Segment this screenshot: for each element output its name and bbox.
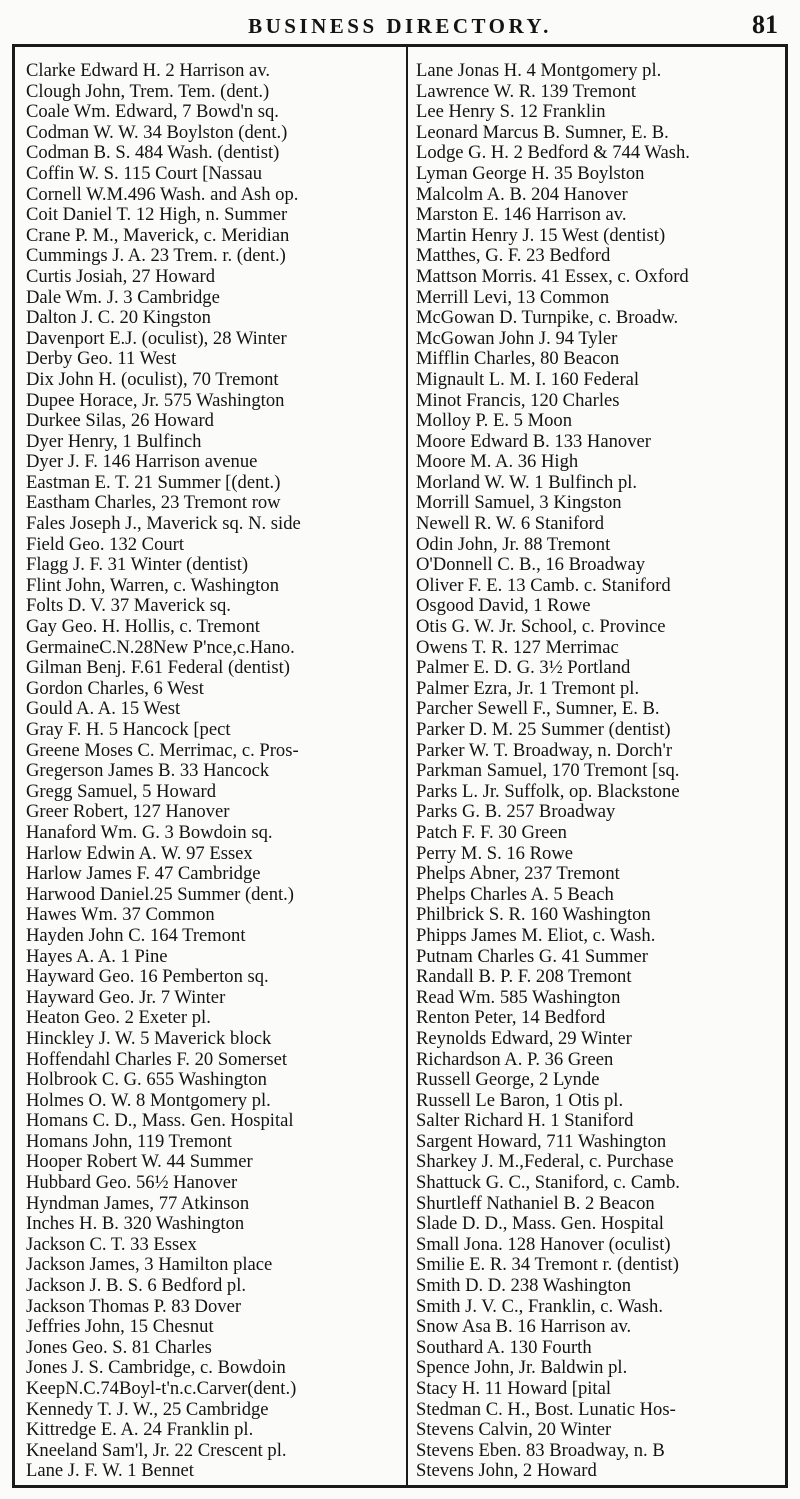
directory-entry: Perry M. S. 16 Rowe	[416, 843, 574, 864]
directory-entry: Malcolm A. B. 204 Hanover	[416, 184, 628, 205]
directory-entry: Greer Robert, 127 Hanover	[26, 802, 230, 823]
directory-entry: Dix John H. (oculist), 70 Tremont	[26, 369, 279, 390]
page-header-title: BUSINESS DIRECTORY.	[248, 14, 552, 38]
directory-entry: Coffin W. S. 115 Court [Nassau	[26, 163, 263, 184]
directory-entry: Fales Joseph J., Maverick sq. N. side	[26, 514, 301, 535]
right-column	[416, 61, 790, 1482]
directory-entry: Hyndman James, 77 Atkinson	[26, 1193, 250, 1214]
directory-entry: Patch F. F. 30 Green	[416, 822, 567, 843]
directory-entry: Flint John, Warren, c. Washington	[26, 575, 279, 596]
directory-entry: Jackson Thomas P. 83 Dover	[26, 1296, 242, 1317]
directory-entry: Osgood David, 1 Rowe	[416, 596, 591, 617]
directory-entry: Jones Geo. S. 81 Charles	[26, 1337, 212, 1358]
directory-entry: Hawes Wm. 37 Common	[26, 905, 215, 926]
directory-entry: Lodge G. H. 2 Bedford & 744 Wash.	[416, 143, 690, 164]
directory-entry: Hanaford Wm. G. 3 Bowdoin sq.	[26, 822, 273, 843]
directory-entry: Morrill Samuel, 3 Kingston	[416, 493, 622, 514]
directory-entry: Molloy P. E. 5 Moon	[416, 411, 573, 432]
directory-entry: Gregg Samuel, 5 Howard	[26, 781, 217, 802]
directory-entry: Harlow Edwin A. W. 97 Essex	[26, 843, 253, 864]
directory-entry: Field Geo. 132 Court	[26, 534, 185, 555]
directory-entry: Jackson J. B. S. 6 Bedford pl.	[26, 1276, 247, 1297]
directory-entry: Phelps Abner, 237 Tremont	[416, 864, 620, 885]
directory-entry: Codman W. W. 34 Boylston (dent.)	[26, 122, 288, 143]
directory-entry: Dalton J. C. 20 Kingston	[26, 308, 211, 329]
directory-entry: Philbrick S. R. 160 Washington	[416, 905, 651, 926]
directory-entry: Mattson Morris. 41 Essex, c. Oxford	[416, 266, 689, 287]
directory-entry: Crane P. M., Maverick, c. Meridian	[26, 225, 290, 246]
directory-entry: Mignault L. M. I. 160 Federal	[416, 369, 640, 390]
directory-entry: Slade D. D., Mass. Gen. Hospital	[416, 1214, 664, 1235]
directory-entry: Gray F. H. 5 Hancock [pect	[26, 720, 231, 740]
directory-entry: Parks L. Jr. Suffolk, op. Blackstone	[416, 781, 680, 802]
directory-entry: Parker W. T. Broadway, n. Dorch'r	[416, 740, 673, 761]
directory-entry: Renton Peter, 14 Bedford	[416, 1008, 606, 1029]
directory-entry: Kneeland Sam'l, Jr. 22 Crescent pl.	[26, 1440, 287, 1461]
directory-entry: Lawrence W. R. 139 Tremont	[416, 81, 637, 102]
directory-entry: Flagg J. F. 31 Winter (dentist)	[26, 555, 249, 576]
directory-entry: Durkee Silas, 26 Howard	[26, 411, 214, 432]
directory-entry: Richardson A. P. 36 Green	[416, 1049, 614, 1070]
directory-entry: Smith D. D. 238 Washington	[416, 1276, 632, 1297]
left-column	[26, 61, 398, 1482]
directory-entry: Hooper Robert W. 44 Summer	[26, 1152, 253, 1173]
directory-entry: Shurtleff Nathaniel B. 2 Beacon	[416, 1193, 655, 1214]
directory-entry: Hayward Geo. Jr. 7 Winter	[26, 987, 226, 1008]
directory-entry: Harlow James F. 47 Cambridge	[26, 864, 261, 885]
directory-entry: Stevens John, 2 Howard	[416, 1461, 597, 1482]
directory-entry: Snow Asa B. 16 Harrison av.	[416, 1317, 632, 1338]
directory-entry: Dyer J. F. 146 Harrison avenue	[26, 452, 258, 473]
directory-entry: Spence John, Jr. Baldwin pl.	[416, 1358, 628, 1379]
directory-entry: Lane J. F. W. 1 Bennet	[26, 1461, 194, 1482]
directory-entry: McGowan John J. 94 Tyler	[416, 328, 618, 349]
directory-entry: Merrill Levi, 13 Common	[416, 287, 610, 308]
directory-entry: Read Wm. 585 Washington	[416, 987, 621, 1008]
directory-entry: Moore Edward B. 133 Hanover	[416, 431, 651, 452]
directory-entry: Codman B. S. 484 Wash. (dentist)	[26, 143, 280, 164]
directory-entry: Homans C. D., Mass. Gen. Hospital	[26, 1111, 294, 1132]
directory-entry: Matthes, G. F. 23 Bedford	[416, 246, 611, 267]
directory-entry: KeepN.C.74Boyl-t'n.c.Carver(dent.)	[26, 1379, 297, 1399]
directory-entry: Russell George, 2 Lynde	[416, 1070, 600, 1091]
directory-entry: Lane Jonas H. 4 Montgomery pl.	[416, 61, 662, 81]
directory-entry: Russell Le Baron, 1 Otis pl.	[416, 1090, 624, 1111]
directory-entry: Jeffries John, 15 Chesnut	[26, 1317, 214, 1338]
directory-entry: Holmes O. W. 8 Montgomery pl.	[26, 1090, 271, 1111]
directory-entry: Eastham Charles, 23 Tremont row	[26, 493, 281, 514]
directory-entry: Homans John, 119 Tremont	[26, 1131, 232, 1152]
page-number: 81	[752, 10, 778, 39]
directory-entry: Leonard Marcus B. Sumner, E. B.	[416, 122, 669, 143]
directory-entry: Coit Daniel T. 12 High, n. Summer	[26, 205, 288, 226]
directory-entry: Mifflin Charles, 80 Beacon	[416, 349, 620, 370]
directory-entry: Palmer Ezra, Jr. 1 Tremont pl.	[416, 678, 640, 699]
directory-entry: Jones J. S. Cambridge, c. Bowdoin	[26, 1358, 286, 1379]
directory-entry: Hinckley J. W. 5 Maverick block	[26, 1028, 272, 1049]
directory-entry: Randall B. P. F. 208 Tremont	[416, 967, 632, 988]
directory-entry: Jackson James, 3 Hamilton place	[26, 1255, 273, 1276]
directory-entry: Clough John, Trem. Tem. (dent.)	[26, 81, 270, 102]
directory-entry: Lee Henry S. 12 Franklin	[416, 102, 606, 123]
directory-entry: Phipps James M. Eliot, c. Wash.	[416, 925, 656, 946]
directory-entry: Phelps Charles A. 5 Beach	[416, 884, 614, 905]
directory-entry: Parker D. M. 25 Summer (dentist)	[416, 720, 671, 740]
directory-entry: Small Jona. 128 Hanover (oculist)	[416, 1234, 671, 1255]
directory-entry: Inches H. B. 320 Washington	[26, 1214, 245, 1235]
directory-entry: Stevens Eben. 83 Broadway, n. B	[416, 1440, 665, 1461]
directory-entry: Putnam Charles G. 41 Summer	[416, 946, 648, 967]
directory-entry: Otis G. W. Jr. School, c. Province	[416, 617, 666, 638]
directory-entry: Southard A. 130 Fourth	[416, 1337, 592, 1358]
directory-entry: Stevens Calvin, 20 Winter	[416, 1420, 612, 1441]
directory-entry: Dupee Horace, Jr. 575 Washington	[26, 390, 285, 411]
directory-entry: Owens T. R. 127 Merrimac	[416, 637, 619, 658]
directory-entry: Parcher Sewell F., Sumner, E. B.	[416, 699, 660, 720]
directory-entry: Reynolds Edward, 29 Winter	[416, 1028, 632, 1049]
directory-entry: McGowan D. Turnpike, c. Broadw.	[416, 308, 679, 329]
directory-entry: GermaineC.N.28New P'nce,c.Hano.	[26, 637, 295, 658]
directory-entry: Marston E. 146 Harrison av.	[416, 205, 627, 226]
directory-entry: Shattuck G. C., Staniford, c. Camb.	[416, 1173, 680, 1194]
directory-entry: Gordon Charles, 6 West	[26, 678, 204, 699]
directory-entry: Sargent Howard, 711 Washington	[416, 1131, 667, 1152]
directory-entry: Smith J. V. C., Franklin, c. Wash.	[416, 1296, 663, 1317]
directory-entry: Newell R. W. 6 Staniford	[416, 514, 604, 535]
directory-entry: Harwood Daniel.25 Summer (dent.)	[26, 884, 294, 905]
directory-entry: Hayes A. A. 1 Pine	[26, 946, 168, 967]
directory-entry: Dyer Henry, 1 Bulfinch	[26, 431, 202, 452]
directory-entry: Curtis Josiah, 27 Howard	[26, 266, 216, 287]
directory-entry: Cummings J. A. 23 Trem. r. (dent.)	[26, 246, 286, 267]
directory-entry: Clarke Edward H. 2 Harrison av.	[26, 61, 271, 81]
directory-entry: Stacy H. 11 Howard [pital	[416, 1379, 612, 1399]
directory-entry: Minot Francis, 120 Charles	[416, 390, 620, 411]
directory-entry: Jackson C. T. 33 Essex	[26, 1234, 197, 1255]
directory-entry: Morland W. W. 1 Bulfinch pl.	[416, 472, 638, 493]
directory-entry: Gould A. A. 15 West	[26, 699, 181, 720]
directory-entry: Coale Wm. Edward, 7 Bowd'n sq.	[26, 102, 279, 123]
directory-entry: Hayden John C. 164 Tremont	[26, 925, 246, 946]
directory-entry: Palmer E. D. G. 3½ Portland	[416, 658, 631, 679]
directory-entry: Hayward Geo. 16 Pemberton sq.	[26, 967, 269, 988]
directory-entry: Eastman E. T. 21 Summer [(dent.)	[26, 472, 281, 493]
directory-entry: Lyman George H. 35 Boylston	[416, 163, 645, 184]
directory-entry: Oliver F. E. 13 Camb. c. Staniford	[416, 575, 671, 596]
directory-entry: O'Donnell C. B., 16 Broadway	[416, 555, 646, 576]
directory-entry: Parks G. B. 257 Broadway	[416, 802, 616, 823]
directory-entry: Parkman Samuel, 170 Tremont [sq.	[416, 761, 680, 782]
directory-entry: Odin John, Jr. 88 Tremont	[416, 534, 611, 555]
directory-entry: Davenport E.J. (oculist), 28 Winter	[26, 328, 287, 349]
directory-entry: Martin Henry J. 15 West (dentist)	[416, 225, 666, 246]
directory-entry: Smilie E. R. 34 Tremont r. (dentist)	[416, 1255, 679, 1276]
directory-entry: Heaton Geo. 2 Exeter pl.	[26, 1008, 211, 1029]
directory-entry: Moore M. A. 36 High	[416, 452, 579, 473]
directory-entry: Derby Geo. 11 West	[26, 349, 177, 370]
directory-entry: Greene Moses C. Merrimac, c. Pros-	[26, 740, 299, 761]
column-divider	[406, 47, 408, 1485]
directory-entry: Folts D. V. 37 Maverick sq.	[26, 596, 231, 617]
directory-entry: Gay Geo. H. Hollis, c. Tremont	[26, 617, 260, 638]
directory-entry: Hubbard Geo. 56½ Hanover	[26, 1173, 238, 1194]
directory-entry: Stedman C. H., Bost. Lunatic Hos-	[416, 1399, 676, 1420]
directory-entry: Gilman Benj. F.61 Federal (dentist)	[26, 658, 290, 679]
directory-entry: Salter Richard H. 1 Staniford	[416, 1111, 634, 1132]
directory-entry: Cornell W.M.496 Wash. and Ash op.	[26, 184, 299, 205]
directory-entry: Kittredge E. A. 24 Franklin pl.	[26, 1420, 254, 1441]
directory-entry: Hoffendahl Charles F. 20 Somerset	[26, 1049, 288, 1070]
directory-entry: Holbrook C. G. 655 Washington	[26, 1070, 267, 1091]
directory-entry: Gregerson James B. 33 Hancock	[26, 761, 270, 782]
directory-entry: Sharkey J. M.,Federal, c. Purchase	[416, 1152, 674, 1173]
directory-entry: Kennedy T. J. W., 25 Cambridge	[26, 1399, 269, 1420]
directory-entry: Dale Wm. J. 3 Cambridge	[26, 287, 220, 308]
